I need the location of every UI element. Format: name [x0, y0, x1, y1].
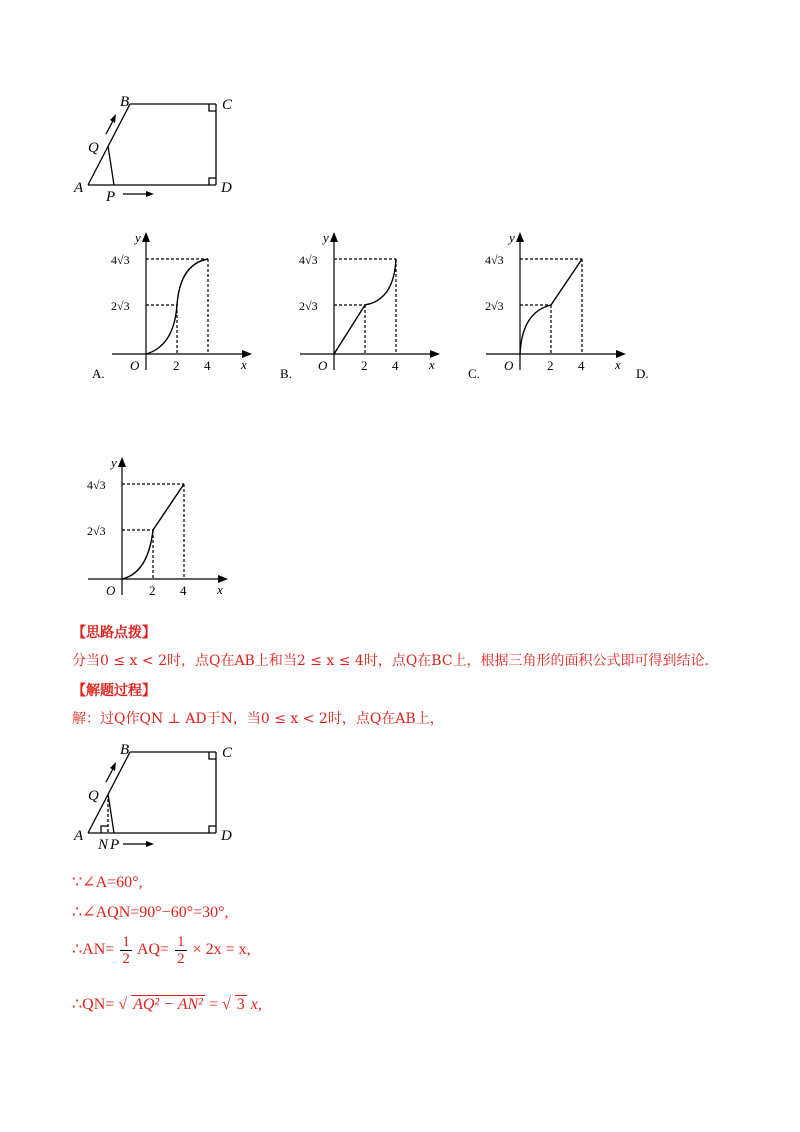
- label-Q: Q: [88, 140, 99, 156]
- option-a-label: A.: [92, 366, 105, 381]
- graph-a-x-label: x: [241, 357, 247, 372]
- label-D: D: [221, 180, 232, 196]
- step-3-post: × 2x = x,: [192, 941, 251, 959]
- graph-a-tick-4: 4: [204, 358, 211, 373]
- option-b-label: B.: [280, 366, 292, 381]
- graph-d-x-label: x: [217, 582, 223, 597]
- solution-title: 【解题过程】: [72, 683, 156, 699]
- step-3-mid: AQ=: [136, 941, 170, 959]
- graph-b-tick-4: 4: [392, 358, 399, 373]
- graph-b-x-label: x: [429, 357, 435, 372]
- label-A-solution: A: [74, 828, 84, 844]
- step-3-pre: ∴AN=: [72, 941, 115, 959]
- label-B: B: [120, 94, 130, 110]
- label-C-solution: C: [222, 745, 233, 761]
- graph-b-y-label: y: [323, 230, 329, 245]
- step-4-radicand-1: AQ² − AN²: [133, 996, 203, 1013]
- label-P: P: [106, 189, 116, 205]
- graph-a-y-high: 4√3: [111, 253, 130, 267]
- label-C: C: [222, 97, 233, 113]
- graph-d-y-low: 2√3: [87, 524, 106, 538]
- graph-c-y-high: 4√3: [485, 253, 504, 267]
- solution-intro: 解：过Q作QN ⊥ AD于N，当0 ≤ x < 2时，点Q在AB上，: [72, 711, 444, 727]
- step-3-fraction-1-num: 1: [122, 934, 130, 950]
- graph-b-origin: O: [318, 358, 328, 373]
- graph-option-d: [84, 453, 234, 603]
- graph-d-origin: O: [106, 583, 116, 598]
- step-3-fraction-1: [120, 934, 132, 967]
- label-Q-solution: Q: [88, 788, 99, 804]
- step-4-eq: =: [208, 996, 218, 1013]
- label-P-solution: P: [110, 837, 120, 853]
- graph-b-y-low: 2√3: [299, 299, 318, 313]
- graph-c-y-label: y: [509, 230, 515, 245]
- step-4-radicand-2: 3: [236, 996, 245, 1013]
- step-3-fraction-2-num: 1: [177, 934, 185, 950]
- trapezoid-figure-top: [68, 90, 268, 205]
- graph-a-origin: O: [130, 358, 140, 373]
- graph-c-x-label: x: [615, 357, 621, 372]
- step-3-fraction-2: [175, 934, 187, 967]
- step-3: [72, 934, 251, 967]
- label-D-solution: D: [221, 828, 232, 844]
- hint-title: 【思路点拨】: [72, 625, 156, 641]
- step-1: ∵∠A=60°,: [72, 874, 143, 891]
- graph-option-c: [482, 228, 632, 378]
- label-B-solution: B: [120, 742, 130, 758]
- graph-d-y-high: 4√3: [87, 478, 106, 492]
- step-3-fraction-1-den: 2: [122, 951, 130, 967]
- trapezoid-figure-solution: [68, 738, 268, 853]
- graph-c-origin: O: [504, 358, 514, 373]
- step-4: [72, 994, 262, 1014]
- graph-d-tick-4: 4: [180, 583, 187, 598]
- graph-c-tick-4: 4: [578, 358, 585, 373]
- graph-a-tick-2: 2: [173, 358, 180, 373]
- graph-b-y-high: 4√3: [299, 253, 318, 267]
- graph-c-y-low: 2√3: [485, 299, 504, 313]
- graph-option-a: [108, 228, 258, 378]
- graph-c-tick-2: 2: [547, 358, 554, 373]
- hint-text: 分当0 ≤ x < 2时，点Q在AB上和当2 ≤ x ≤ 4时，点Q在BC上，根据三角形的面积公式即可得到结论.: [72, 653, 710, 669]
- graph-b-tick-2: 2: [361, 358, 368, 373]
- step-4-post: x,: [250, 996, 262, 1013]
- option-d-label: D.: [636, 366, 649, 381]
- graph-option-b: [296, 228, 446, 378]
- sqrt-symbol-2: √: [222, 996, 231, 1013]
- graph-d-tick-2: 2: [149, 583, 156, 598]
- step-2: ∴∠AQN=90°−60°=30°,: [72, 904, 229, 921]
- option-c-label: C.: [468, 366, 480, 381]
- graph-a-y-label: y: [135, 230, 141, 245]
- sqrt-symbol-1: √: [118, 996, 128, 1013]
- label-A: A: [74, 180, 84, 196]
- step-3-fraction-2-den: 2: [177, 951, 185, 967]
- graph-d-y-label: y: [111, 455, 117, 470]
- label-N-solution: N: [98, 837, 109, 853]
- graph-a-y-low: 2√3: [111, 299, 130, 313]
- step-4-pre: ∴QN=: [72, 996, 115, 1013]
